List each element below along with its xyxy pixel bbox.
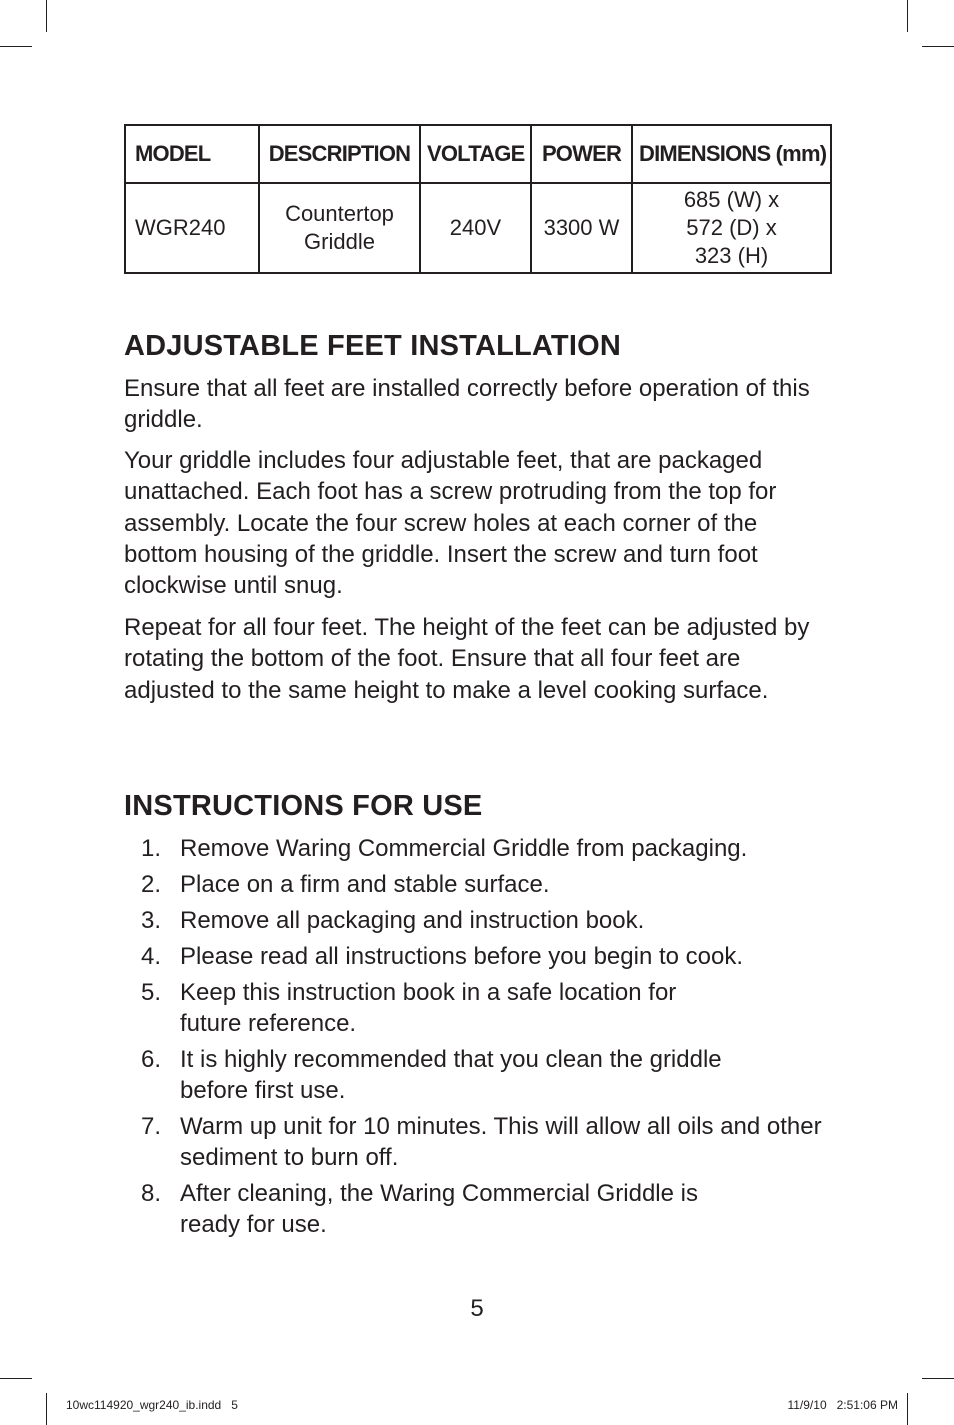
step-text: Keep this instruction book in a safe location for future reference. bbox=[180, 979, 677, 1037]
page-number: 5 bbox=[470, 1295, 484, 1322]
header-description: DESCRIPTION bbox=[259, 125, 420, 183]
description-line: Griddle bbox=[304, 229, 375, 254]
step-number: 8. bbox=[141, 1180, 162, 1207]
instructions-list bbox=[124, 833, 834, 1245]
step-number: 1. bbox=[141, 835, 162, 862]
list-item bbox=[124, 833, 834, 864]
header-voltage: VOLTAGE bbox=[420, 125, 531, 183]
cell-dimensions bbox=[632, 183, 831, 273]
feet-section-title: ADJUSTABLE FEET INSTALLATION bbox=[124, 330, 621, 362]
list-item bbox=[124, 1044, 834, 1106]
feet-paragraph: Ensure that all feet are installed correctly before operation of this griddle. bbox=[124, 375, 810, 434]
slug-timestamp: 11/9/10 2:51:06 PM bbox=[787, 1398, 898, 1412]
spec-table-row bbox=[125, 183, 831, 273]
dimension-line: 323 (H) bbox=[694, 243, 769, 268]
crop-mark-top-left-horizontal bbox=[0, 46, 32, 47]
crop-mark-bottom-right-vertical bbox=[907, 1393, 908, 1425]
step-text: Please read all instructions before you begin to cook. bbox=[180, 943, 744, 970]
step-text: Place on a firm and stable surface. bbox=[180, 871, 550, 898]
crop-mark-bottom-left-horizontal bbox=[0, 1378, 32, 1379]
cell-description bbox=[259, 183, 420, 273]
cell-voltage: 240V bbox=[420, 183, 531, 273]
crop-mark-top-right-vertical bbox=[907, 0, 908, 32]
step-number: 5. bbox=[141, 979, 162, 1006]
step-text: After cleaning, the Waring Commercial Griddle is ready for use. bbox=[180, 1180, 698, 1238]
step-text: Remove Waring Commercial Griddle from packaging. bbox=[180, 835, 748, 862]
feet-paragraph: Repeat for all four feet. The height of the feet can be adjusted by rotating the bottom of the foot. Ensure that all four feet are adjusted to the same height to make a level cooking surface. bbox=[124, 614, 810, 704]
dimension-line: 685 (W) x bbox=[683, 187, 780, 212]
step-number: 4. bbox=[141, 943, 162, 970]
step-number: 2. bbox=[141, 871, 162, 898]
dimension-line: 572 (D) x bbox=[686, 215, 777, 240]
step-text: Remove all packaging and instruction book. bbox=[180, 907, 645, 934]
list-item bbox=[124, 1178, 834, 1240]
list-item bbox=[124, 941, 834, 972]
instructions-section-title: INSTRUCTIONS FOR USE bbox=[124, 790, 483, 822]
list-item bbox=[124, 905, 834, 936]
crop-mark-bottom-right-horizontal bbox=[922, 1378, 954, 1379]
step-text: Warm up unit for 10 minutes. This will allow all oils and other sediment to burn off. bbox=[180, 1113, 822, 1171]
description-line: Countertop bbox=[285, 201, 394, 226]
feet-paragraph: Your griddle includes four adjustable feet, that are packaged unattached. Each foot has a screw protruding from the top for assembly. Locate the four screw holes at each corner of the bottom housing of the griddle. Insert the screw and turn foot clockwise until snug. bbox=[124, 447, 777, 600]
step-number: 3. bbox=[141, 907, 162, 934]
crop-mark-top-left-vertical bbox=[46, 0, 47, 32]
spec-table bbox=[124, 124, 832, 274]
cell-power: 3300 W bbox=[531, 183, 632, 273]
step-number: 7. bbox=[141, 1113, 162, 1140]
crop-mark-top-right-horizontal bbox=[922, 46, 954, 47]
crop-mark-bottom-left-vertical bbox=[46, 1393, 47, 1425]
header-dimensions: DIMENSIONS (mm) bbox=[632, 125, 831, 183]
header-model: MODEL bbox=[125, 125, 259, 183]
header-power: POWER bbox=[531, 125, 632, 183]
list-item bbox=[124, 977, 834, 1039]
list-item bbox=[124, 869, 834, 900]
cell-model: WGR240 bbox=[125, 183, 259, 273]
step-number: 6. bbox=[141, 1046, 162, 1073]
slug-file-name: 10wc114920_wgr240_ib.indd 5 bbox=[66, 1398, 238, 1412]
list-item bbox=[124, 1111, 834, 1173]
spec-table-header-row bbox=[125, 125, 831, 183]
step-text: It is highly recommended that you clean the griddle before first use. bbox=[180, 1046, 722, 1104]
